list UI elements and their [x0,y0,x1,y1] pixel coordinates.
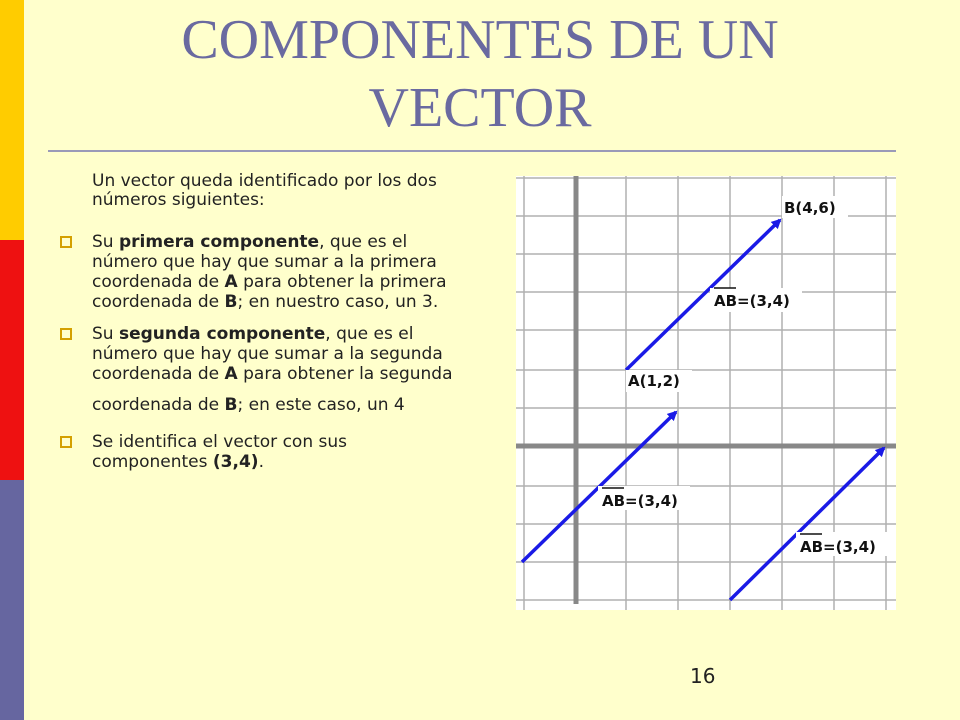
vector-label-right [796,532,888,556]
accent-bar-blue [0,480,24,720]
square-bullet-icon [60,328,72,340]
bullet-continuation [92,390,460,420]
bullet-text: Su [92,324,119,344]
vector-label-suffix: =(3,4) [625,492,678,510]
title-line-1: COMPONENTES DE UN [181,9,779,71]
bullet-text: , que es el número que hay que sumar a la primera coordenada de [92,232,437,292]
bullet-text: ; en nuestro caso, un 3. [237,292,439,312]
bullet-text: . [258,452,264,472]
bullet-text: para obtener la primera coordenada de [92,272,447,312]
bullet-identify [60,432,460,472]
square-bullet-icon [60,436,72,448]
vector-label-prefix: AB [602,492,626,510]
bullet-bold: segunda componente [118,324,326,344]
bullet-bold: B [224,395,238,415]
slide-title [110,6,850,142]
bullet-bold: A [224,272,238,292]
bullet-text: Se identifica el vector con sus componentes [92,432,347,472]
square-bullet-icon [60,236,72,248]
bullet-first-component [60,232,460,312]
vector-label-suffix: =(3,4) [737,292,790,310]
vector-label-left [598,486,690,510]
grid-svg [516,176,896,610]
bullet-text: coordenada de [92,395,225,415]
bullet-bold: B [224,292,238,312]
accent-bar-yellow [0,0,24,240]
vector-label-suffix: =(3,4) [823,538,876,556]
bullet-text: para obtener la segunda [237,364,453,384]
point-a-label: A(1,2) [628,372,680,390]
bullet-second-component [60,324,460,420]
svg-text:AB=(3,4) [714,292,790,310]
accent-bar-red [0,240,24,480]
title-divider [48,150,896,152]
svg-text:AB=(3,4) [602,492,678,510]
bullet-text: ; en este caso, un 4 [237,395,405,415]
vector-label-prefix: AB [714,292,738,310]
title-line-2: VECTOR [368,77,592,139]
bullet-bold: primera componente [118,232,320,252]
vector-grid-figure [516,176,896,610]
svg-text:AB=(3,4) [800,538,876,556]
bullet-bold: (3,4) [212,452,259,472]
bullet-text: , que es el número que hay que sumar a la segunda coordenada de [92,324,443,384]
page-number: 16 [690,664,716,688]
vector-label-main [710,288,802,312]
bullet-text: Su [92,232,119,252]
bullet-bold: A [224,364,238,384]
point-b-label: B(4,6) [784,199,836,217]
vector-label-prefix: AB [800,538,824,556]
slide-body [60,172,460,484]
intro-text: Un vector queda identificado por los dos números siguientes: [92,171,437,210]
